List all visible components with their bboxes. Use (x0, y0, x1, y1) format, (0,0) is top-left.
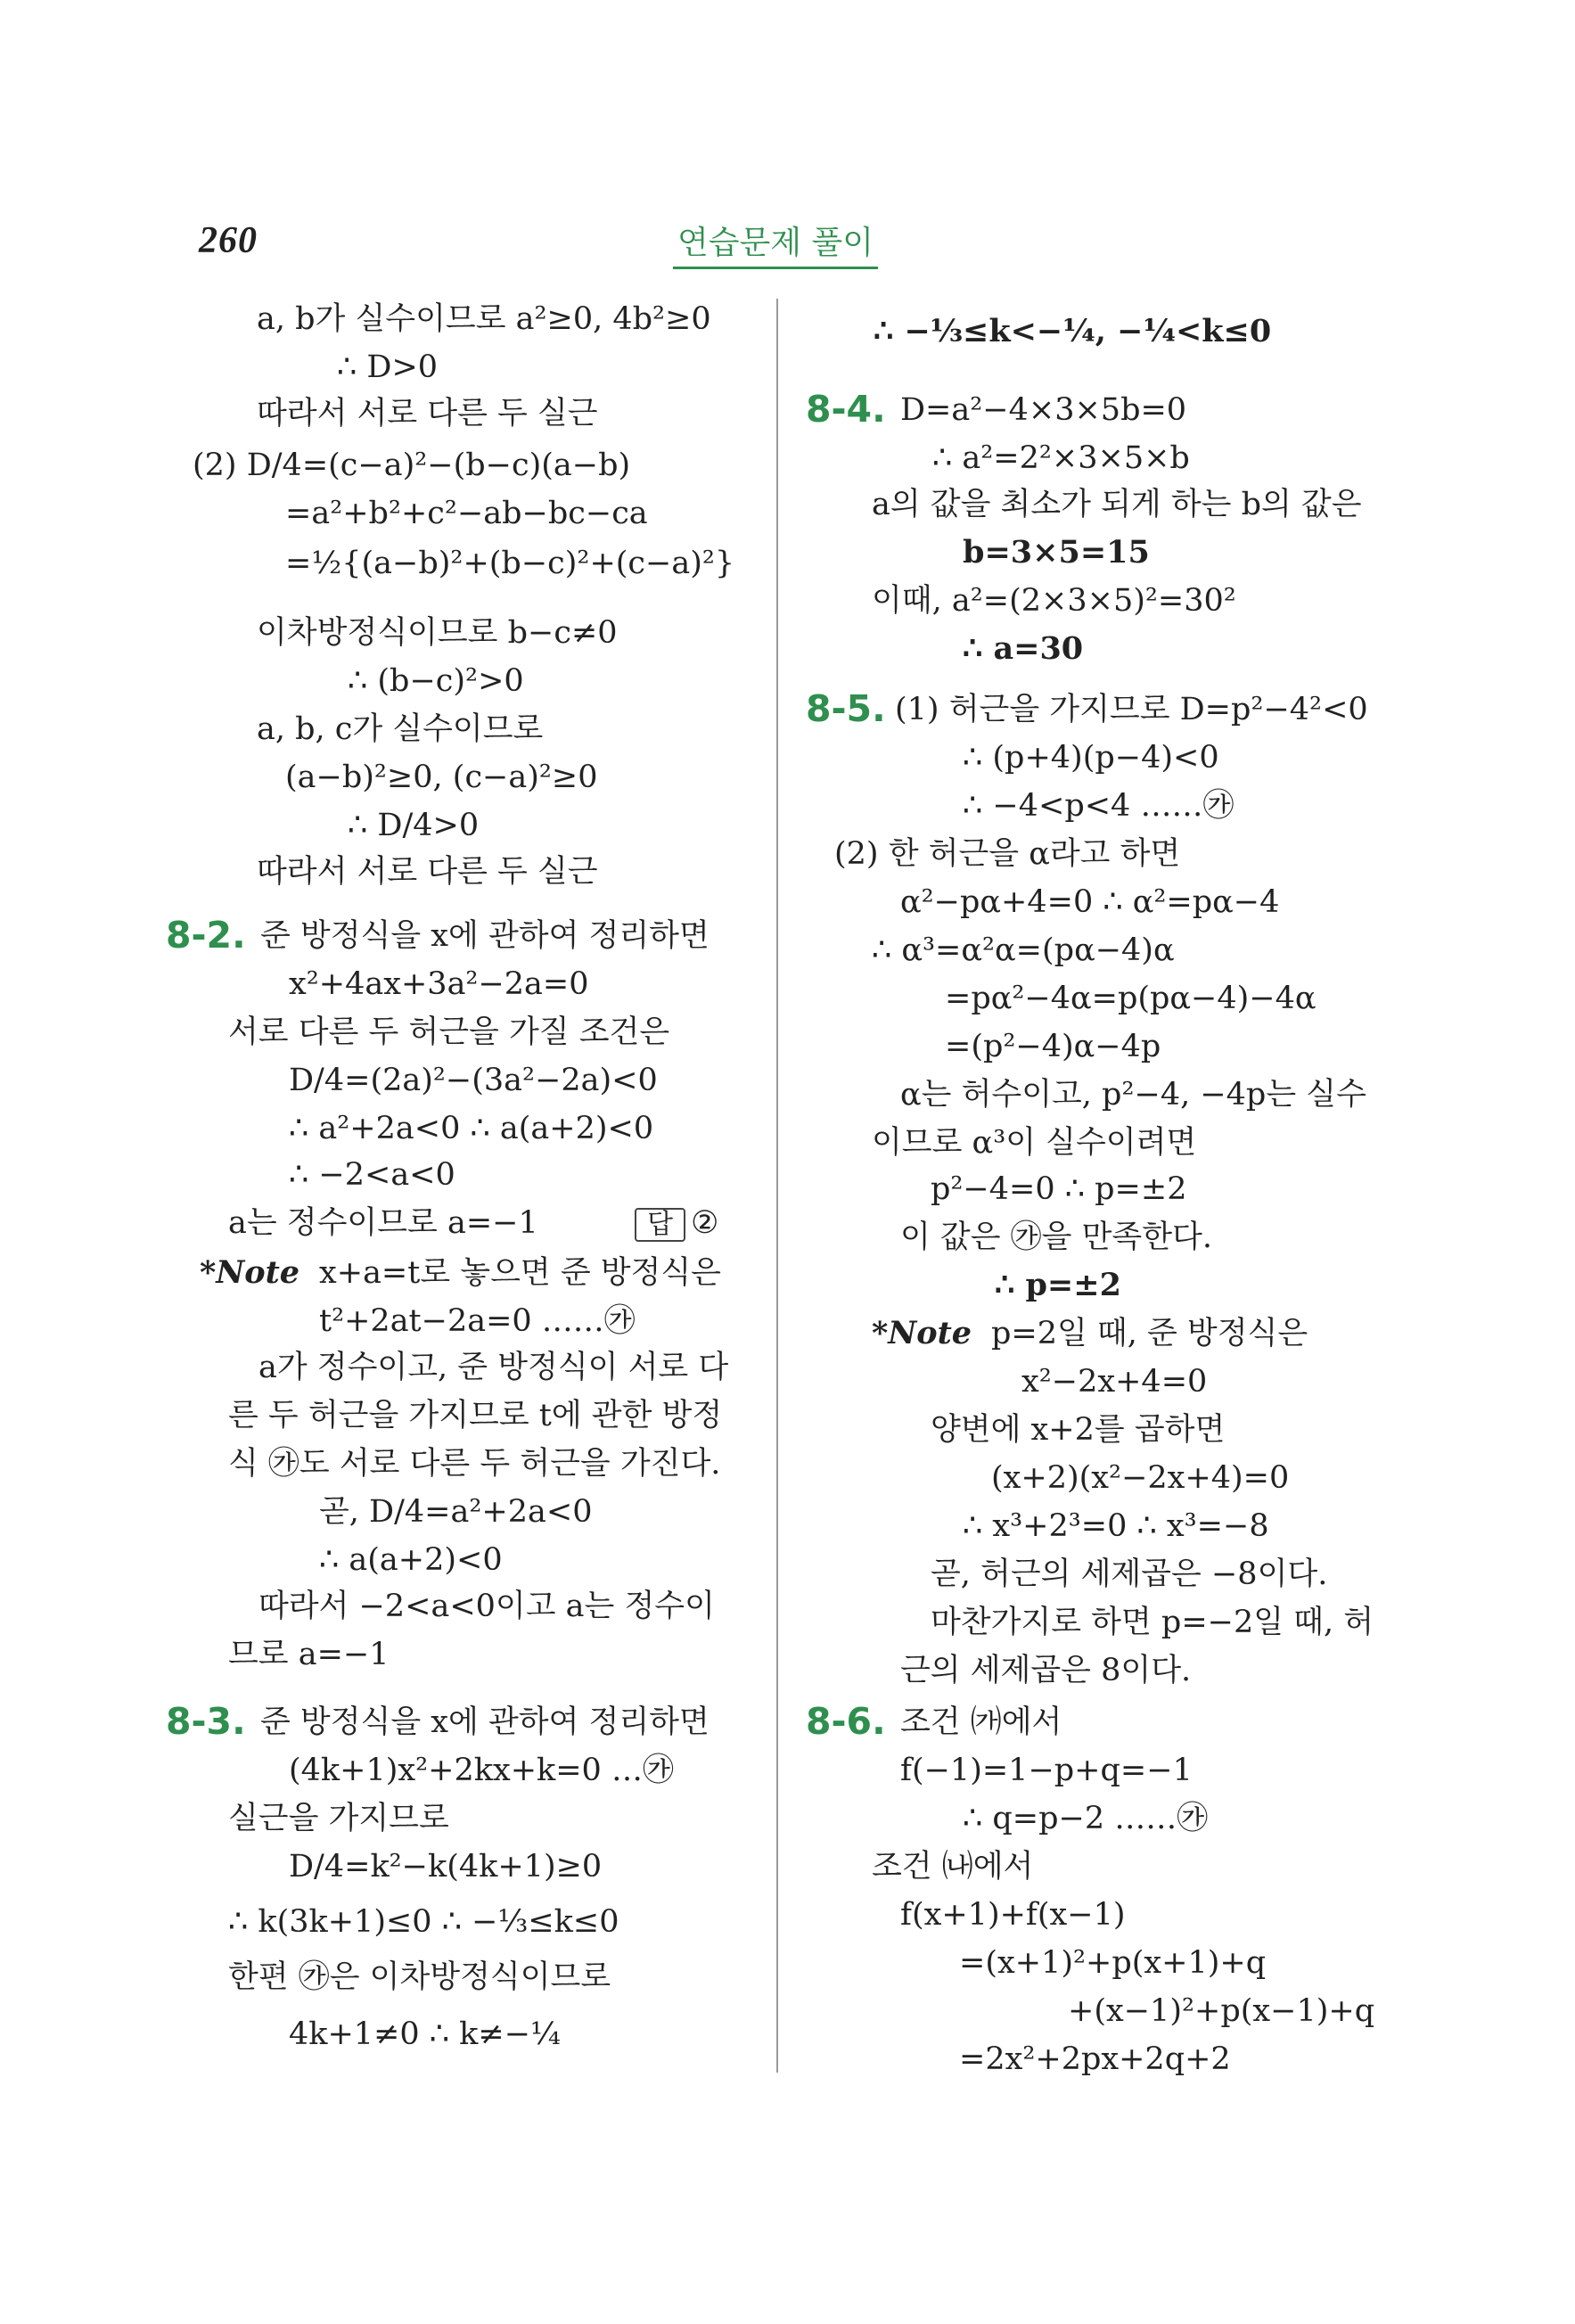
text-line: x²−2x+4=0 (1021, 1364, 1208, 1400)
note-tag: *Note (200, 1254, 300, 1291)
text-line: 조건 ㈏에서 (872, 1849, 1034, 1885)
answer-badge: 답 (635, 1208, 685, 1242)
text-line: a, b, c가 실수이므로 (257, 711, 544, 747)
text-line: ∴ a=30 (963, 630, 1084, 667)
text-line: ∴ (b−c)²>0 (348, 663, 524, 699)
text-line: ∴ q=p−2 ……㉮ (963, 1801, 1209, 1836)
text-line: a, b가 실수이므로 a²≥0, 4b²≥0 (257, 301, 711, 337)
text-line: =pα²−4α=p(pα−4)−4α (945, 981, 1317, 1016)
problem-number-8-6: 8-6. (806, 1700, 886, 1743)
text-line: =(x+1)²+p(x+1)+q (959, 1945, 1267, 1981)
text-line: 이므로 α³이 실수이려면 (872, 1125, 1197, 1161)
text-line: ∴ a(a+2)<0 (319, 1542, 503, 1578)
text-line: b=3×5=15 (963, 534, 1150, 571)
text-line: ∴ −2<a<0 (289, 1157, 455, 1193)
text-line: =½{(a−b)²+(b−c)²+(c−a)²} (285, 546, 735, 581)
text-line: ∴ −⅓≤k<−¼, −¼<k≤0 (874, 313, 1272, 349)
text-line: ∴ k(3k+1)≤0 ∴ −⅓≤k≤0 (228, 1904, 619, 1940)
note-tag: *Note (872, 1315, 972, 1351)
text-line: ∴ x³+2³=0 ∴ x³=−8 (963, 1508, 1269, 1544)
text-line: 이때, a²=(2×3×5)²=30² (872, 583, 1236, 619)
text-line: ∴ a²=2²×3×5×b (932, 440, 1190, 476)
text-line: 따라서 서로 다른 두 실근 (257, 854, 598, 890)
text-line: ∴ a²+2a<0 ∴ a(a+2)<0 (289, 1111, 654, 1146)
text-line: ∴ D>0 (337, 349, 439, 385)
text-line: 서로 다른 두 허근을 가질 조건은 (228, 1014, 670, 1050)
text-line: 한편 ㉮은 이차방정식이므로 (228, 1959, 611, 1995)
problem-number-8-5: 8-5. (806, 687, 886, 730)
text-line: (x+2)(x²−2x+4)=0 (991, 1460, 1290, 1496)
column-divider (776, 299, 778, 2073)
problem-number-8-2: 8-2. (166, 914, 246, 957)
text-line: 른 두 허근을 가지므로 t에 관한 방정 (228, 1398, 723, 1433)
text-line: 이차방정식이므로 b−c≠0 (257, 615, 618, 651)
text-line: 실근을 가지므로 (228, 1801, 449, 1836)
text-line: =2x²+2px+2q+2 (959, 2041, 1231, 2077)
text-line: D=a²−4×3×5b=0 (900, 392, 1187, 428)
text-line: 곧, D/4=a²+2a<0 (319, 1494, 593, 1530)
text-line: a가 정수이고, 준 방정식이 서로 다 (258, 1350, 729, 1385)
text-line: 마찬가지로 하면 p=−2일 때, 허 (931, 1605, 1374, 1640)
text-line: α²−pα+4=0 ∴ α²=pα−4 (900, 884, 1280, 920)
running-title: 연습문제 풀이 (673, 218, 878, 269)
text-line: a의 값을 최소가 되게 하는 b의 값은 (872, 487, 1362, 522)
text-line: p²−4=0 ∴ p=±2 (931, 1171, 1187, 1207)
text-line: 이 값은 ㉮을 만족한다. (900, 1219, 1212, 1255)
text-line: 므로 a=−1 (228, 1637, 390, 1672)
text-line: p=2일 때, 준 방정식은 (991, 1316, 1308, 1351)
text-line: 따라서 −2<a<0이고 a는 정수이 (258, 1589, 715, 1624)
text-line: (1) 허근을 가지므로 D=p²−4²<0 (895, 692, 1368, 727)
text-line: ∴ α³=α²α=(pα−4)α (872, 932, 1175, 968)
text-line: f(−1)=1−p+q=−1 (900, 1753, 1193, 1788)
text-line: (4k+1)x²+2kx+k=0 …㉮ (289, 1753, 674, 1788)
text-line: f(x+1)+f(x−1) (900, 1897, 1126, 1933)
text-line: α는 허수이고, p²−4, −4p는 실수 (900, 1077, 1366, 1113)
text-line: D/4=(2a)²−(3a²−2a)<0 (289, 1063, 658, 1098)
text-line: ∴ p=±2 (995, 1267, 1121, 1303)
text-line: 준 방정식을 x에 관하여 정리하면 (260, 1704, 710, 1740)
text-line: (a−b)²≥0, (c−a)²≥0 (285, 760, 598, 795)
text-line: 따라서 서로 다른 두 실근 (257, 396, 598, 431)
answer-label (635, 1205, 718, 1242)
text-line: 조건 ㈎에서 (900, 1704, 1062, 1740)
text-line: =(p²−4)α−4p (945, 1029, 1161, 1064)
text-line: ∴ −4<p<4 ……㉮ (963, 788, 1235, 824)
text-line: t²+2at−2a=0 ……㉮ (319, 1303, 636, 1339)
text-line: (2) D/4=(c−a)²−(b−c)(a−b) (193, 448, 631, 483)
text-line: =a²+b²+c²−ab−bc−ca (285, 496, 648, 531)
text-line: 준 방정식을 x에 관하여 정리하면 (260, 918, 710, 954)
problem-number-8-4: 8-4. (806, 388, 886, 431)
page-number: 260 (199, 220, 258, 261)
text-line: (2) 한 허근을 α라고 하면 (834, 836, 1181, 872)
text-line: ∴ D/4>0 (348, 808, 480, 843)
text-line: 식 ㉮도 서로 다른 두 허근을 가진다. (228, 1446, 721, 1482)
text-line: 곧, 허근의 세제곱은 −8이다. (931, 1556, 1328, 1592)
text-line: +(x−1)²+p(x−1)+q (1068, 1993, 1375, 2029)
text-line: a는 정수이므로 a=−1 (228, 1205, 538, 1241)
text-line: ∴ (p+4)(p−4)<0 (963, 740, 1219, 776)
text-line: x²+4ax+3a²−2a=0 (289, 966, 589, 1002)
text-line: D/4=k²−k(4k+1)≥0 (289, 1849, 603, 1885)
text-line: 양변에 x+2를 곱하면 (931, 1412, 1226, 1448)
text-line: x+a=t로 놓으면 준 방정식은 (319, 1255, 721, 1291)
text-line: 근의 세제곱은 8이다. (900, 1653, 1192, 1688)
text-line: 4k+1≠0 ∴ k≠−¼ (289, 2016, 561, 2052)
answer-value: ② (690, 1205, 719, 1241)
problem-number-8-3: 8-3. (166, 1700, 246, 1743)
